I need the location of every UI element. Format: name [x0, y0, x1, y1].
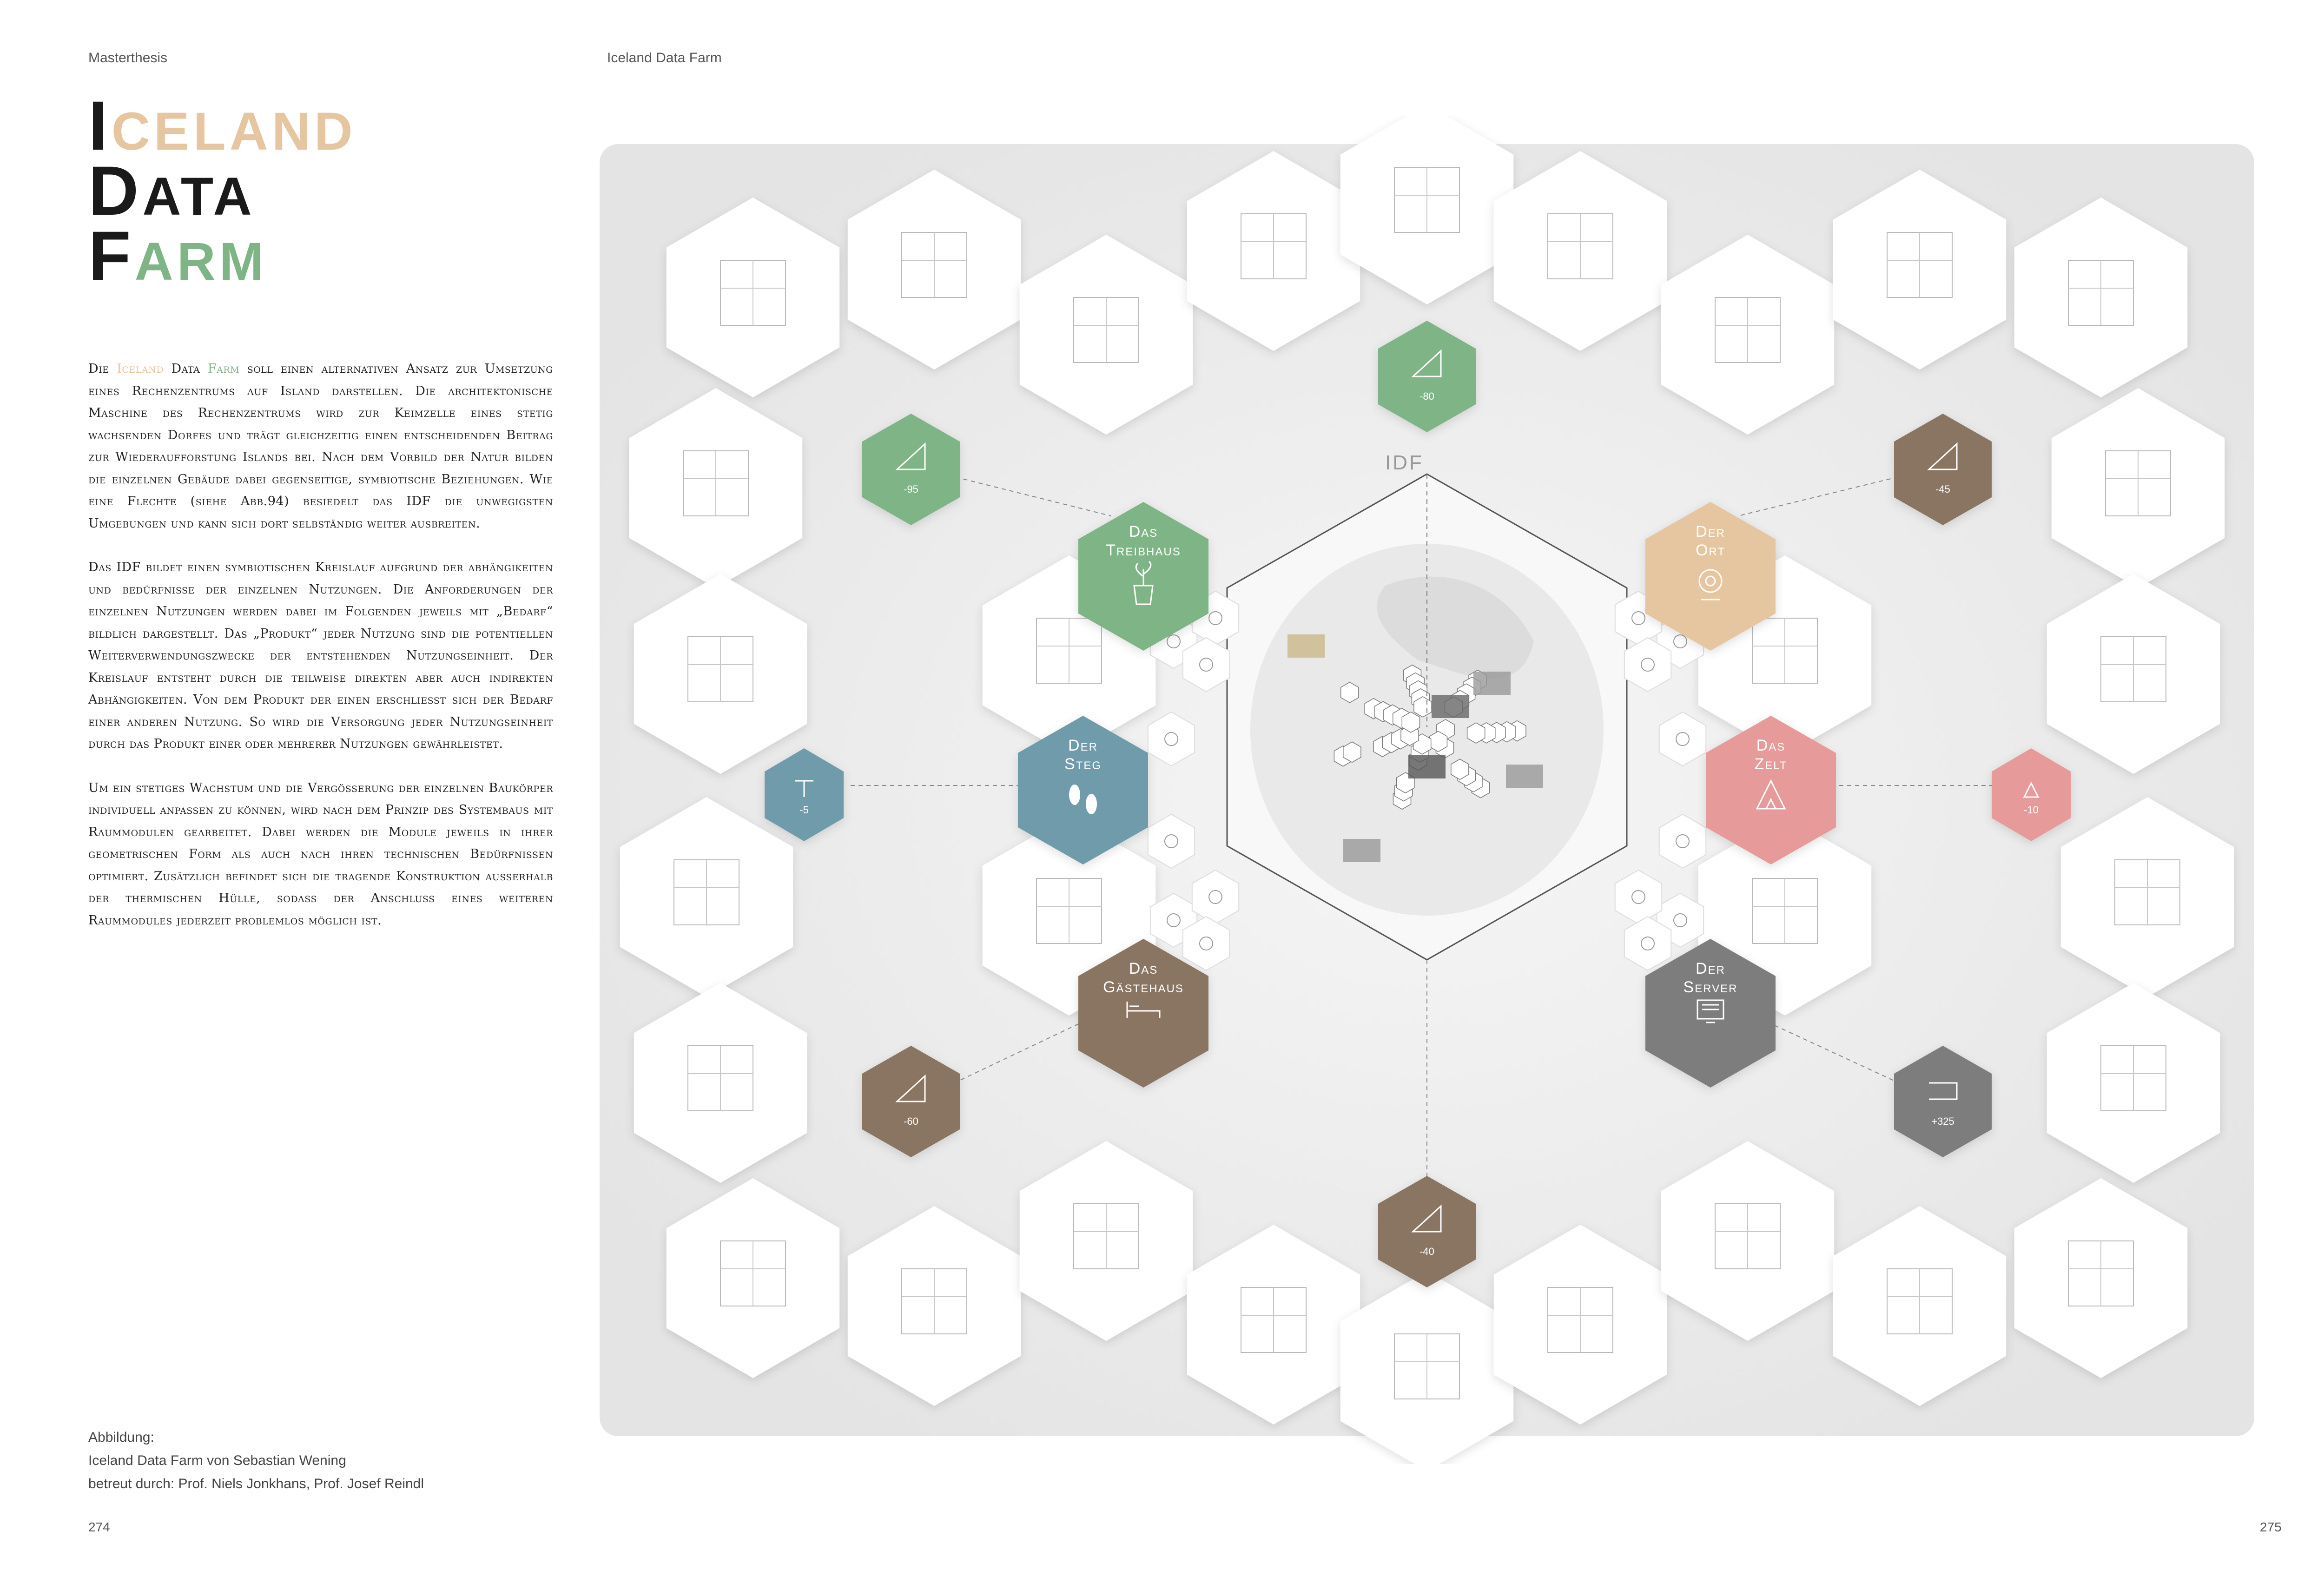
paragraph-intro-prefix: Die: [88, 362, 117, 376]
use-label-server-1: Der: [1696, 960, 1725, 977]
title-rest-farm: ARM: [134, 232, 268, 291]
title-line-iceland: [88, 86, 357, 165]
title-line-data: [88, 152, 357, 230]
page-title: [88, 86, 357, 295]
use-label-steg-1: Der: [1068, 737, 1098, 754]
hexagon-diagram: [600, 116, 2254, 1464]
elevation-value-325: +325: [1931, 1115, 1954, 1127]
site-building: [1287, 634, 1325, 658]
site-building: [1506, 765, 1543, 788]
use-label-ort-2: Ort: [1695, 541, 1726, 559]
elevation-value-95: -95: [904, 483, 918, 495]
site-building: [1432, 695, 1469, 718]
inline-name-data: Data: [163, 362, 208, 376]
title-initial-d: D: [88, 152, 143, 230]
running-header-right: Iceland Data Farm: [607, 50, 722, 66]
paragraph-intro: [88, 358, 553, 534]
elevation-value-80: -80: [1419, 390, 1434, 402]
paragraph-cycle: Das IDF bildet einen symbiotischen Kreislauf aufgrund der abhängikeiten und bedürfnisse der einzelnen Nutzungen. Die Anforderungen der einzelnen Nutzungen werden dabei im Folgenden jeweils mit „Bedarf“ bildlich dargestellt. Das „Produkt“ jeder Nutzung sind die potentiellen Weiterverwendungszwecke der entstehenden Nutzungseinheit. Der Kreislauf entsteht durch die teilweise direkten aber auch indirekten Abhängigkeiten. Von dem Produkt der einen erschliesst sich der Bedarf einer anderen Nutzung. So wird die Versorgung jeder Nutzungseinheit durch das Produkt einer oder mehrerer Nutzungen gewährleistet.: [88, 560, 553, 751]
running-header-left: Masterthesis: [88, 50, 168, 66]
title-line-farm: [88, 217, 357, 295]
use-label-zelt-2: Zelt: [1754, 755, 1788, 773]
body-text: [88, 358, 553, 953]
site-building: [1408, 755, 1446, 778]
site-building: [1473, 672, 1511, 695]
idf-label: IDF: [1385, 451, 1424, 474]
inline-name-iceland: Iceland: [117, 362, 164, 376]
page-number-right: 275: [2260, 1520, 2282, 1534]
title-initial-f: F: [88, 217, 135, 295]
paragraph-modules: Um ein stetiges Wachstum und die Vergösserung der einzelnen Baukörper individuell anpassen zu können, wird nach dem Prinzip des Systembaus mit Raummodulen gearbeitet. Dabei werden die Module jeweils in ihrer geometrischen Form als auch nach ihren technischen Bedürfnissen optimiert. Zusätzlich befindet sich die tragende Konstruktion ausserhalb der thermischen Hülle, sodass der Anschluss eines weiteren Raummodules jederzeit problemlos möglich ist.: [88, 780, 553, 928]
site-building: [1343, 839, 1380, 862]
use-label-steg-2: Steg: [1064, 755, 1102, 773]
use-label-ort-1: Der: [1696, 523, 1725, 541]
elevation-value-60: -60: [904, 1115, 918, 1127]
use-label-zelt-1: Das: [1756, 737, 1786, 754]
caption-line-3: betreut durch: Prof. Niels Jonkhans, Prof. Josef Reindl: [88, 1476, 424, 1491]
caption-line-1: Abbildung:: [88, 1430, 154, 1445]
elevation-value-40: -40: [1419, 1246, 1434, 1257]
use-label-gaestehaus-2: Gästehaus: [1103, 978, 1184, 996]
page-number-left: 274: [88, 1520, 110, 1534]
title-rest-data: ATA: [142, 167, 256, 226]
use-label-treibhaus-1: Das: [1129, 523, 1158, 541]
caption-line-2: Iceland Data Farm von Sebastian Wening: [88, 1453, 346, 1468]
title-initial-i: I: [88, 86, 112, 165]
use-label-server-2: Server: [1683, 978, 1738, 996]
elevation-value-5: -5: [799, 804, 809, 816]
use-label-gaestehaus-1: Das: [1129, 960, 1158, 977]
title-rest-iceland: CELAND: [111, 102, 357, 161]
use-label-treibhaus-2: Treibhaus: [1106, 541, 1181, 559]
paragraph-intro-text: soll einen alternativen Ansatz zur Umsetzung eines Rechenzentrums auf Island darstellen. Die architektonische Maschine des Rechenzentrums wird zur Keimzelle eines stetig wachsenden Dorfes und trägt gleichzeitig einen entscheidenden Beitrag zur Wiederaufforstung Islands bei. Nach dem Vorbild der Natur bilden die einzelnen Gebäude dabei gegenseitige, symbiotische Beziehungen. Wie eine Flechte (siehe Abb.94) besiedelt das IDF die unwegigsten Umgebungen und kann sich dort selbständig weiter ausbreiten.: [88, 362, 553, 531]
inline-name-farm: Farm: [207, 362, 240, 376]
figure-caption: [88, 1426, 424, 1496]
elevation-value-45: -45: [1935, 483, 1950, 495]
elevation-value-10: -10: [2024, 804, 2039, 816]
